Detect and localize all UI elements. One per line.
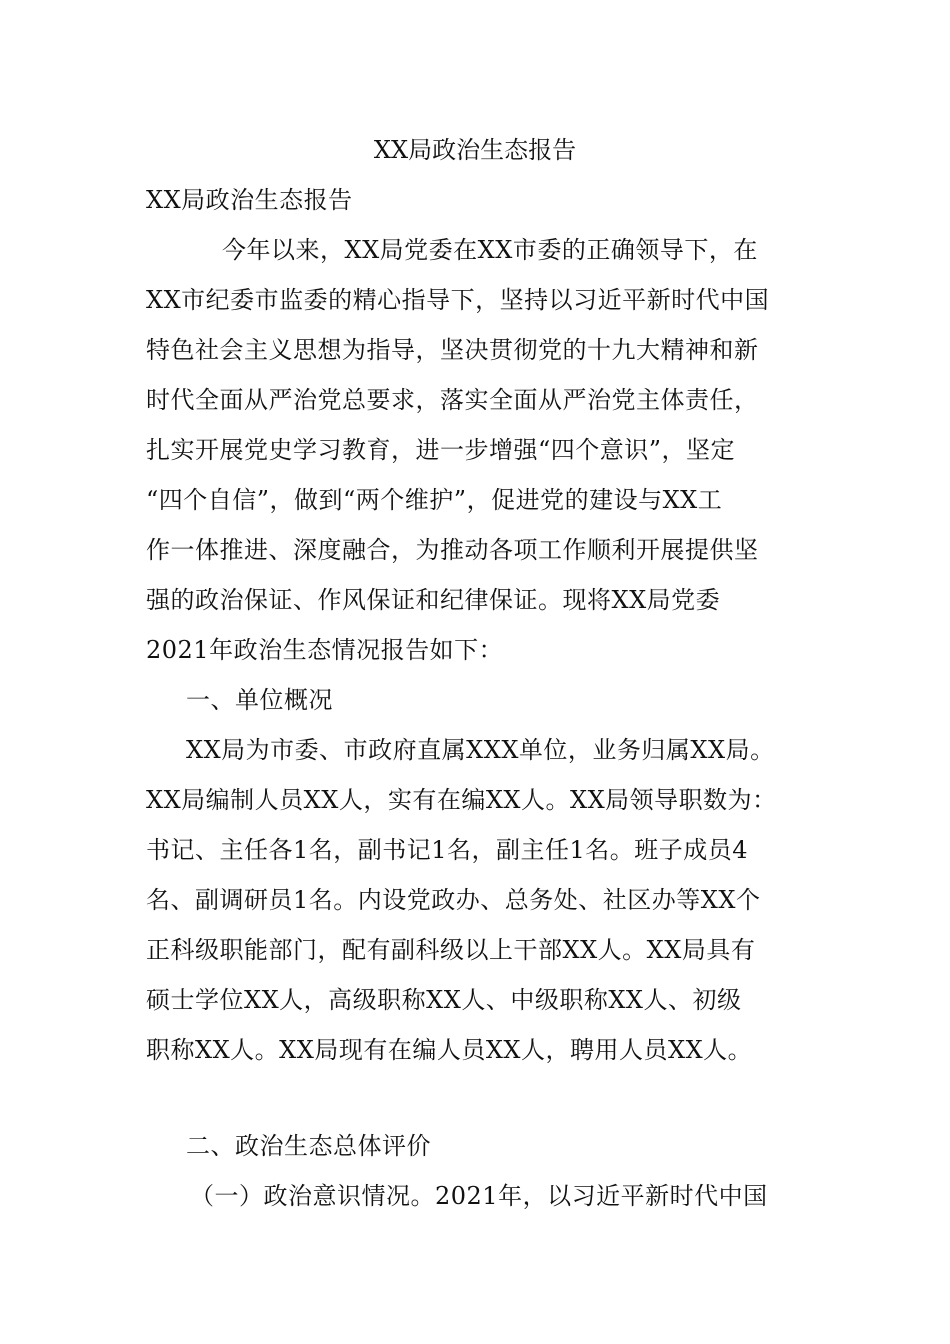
body-line: 硕士学位XX人，高级职称XX人、中级职称XX人、初级 <box>146 986 742 1014</box>
body-line: XX局为市委、市政府直属XXX单位，业务归属XX局。 <box>186 736 775 764</box>
document-title: XX局政治生态报告 <box>373 136 577 164</box>
document-subtitle: XX局政治生态报告 <box>146 186 353 214</box>
section-heading: 一、单位概况 <box>186 686 333 714</box>
body-line: 名、副调研员1名。内设党政办、总务处、社区办等XX个 <box>146 886 761 914</box>
body-line: 职称XX人。XX局现有在编人员XX人，聘用人员XX人。 <box>146 1036 753 1064</box>
body-line: 今年以来，XX局党委在XX市委的正确领导下，在 <box>222 236 758 264</box>
body-line: 作一体推进、深度融合，为推动各项工作顺利开展提供坚 <box>146 536 759 564</box>
body-line: 特色社会主义思想为指导，坚决贯彻党的十九大精神和新 <box>146 336 759 364</box>
body-line: 书记、主任各1名，副书记1名，副主任1名。班子成员4 <box>146 836 749 864</box>
body-line: XX市纪委市监委的精心指导下，坚持以习近平新时代中国 <box>146 286 770 314</box>
body-line: 正科级职能部门，配有副科级以上干部XX人。XX局具有 <box>146 936 756 964</box>
body-line: 扎实开展党史学习教育，进一步增强“四个意识”，坚定 <box>146 436 736 464</box>
body-line: “四个自信”，做到“两个维护”，促进党的建设与XX工 <box>146 486 723 514</box>
body-line: （一）政治意识情况。2021年，以习近平新时代中国 <box>190 1182 768 1210</box>
body-line: 时代全面从严治党总要求，落实全面从严治党主体责任， <box>146 386 759 414</box>
section-heading: 二、政治生态总体评价 <box>186 1132 431 1160</box>
body-line: XX局编制人员XX人，实有在编XX人。XX局领导职数为： <box>146 786 777 814</box>
body-line: 强的政治保证、作风保证和纪律保证。现将XX局党委 <box>146 586 721 614</box>
body-line: 2021年政治生态情况报告如下： <box>146 636 504 664</box>
